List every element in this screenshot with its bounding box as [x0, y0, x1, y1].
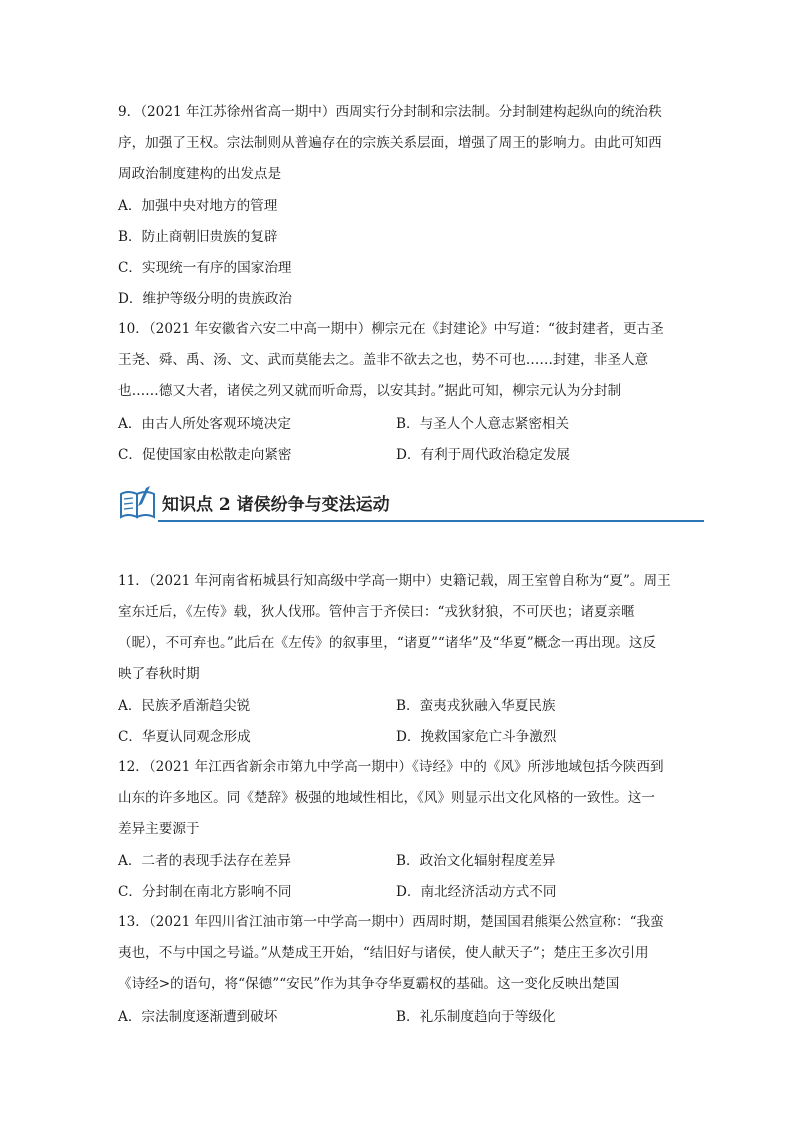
q10-option-b: B．与圣人个人意志紧密相关 [396, 416, 570, 432]
q10-option-c: C．促使国家由松散走向紧密 [118, 447, 292, 463]
section-title: 知识点 2 诸侯纷争与变法运动 [162, 495, 390, 515]
q10-option-d: D．有利于周代政治稳定发展 [396, 447, 571, 463]
question-9-stem [118, 97, 688, 190]
question-text-line: 差异主要源于 [118, 821, 200, 837]
question-text-line: 周政治制度建构的出发点是 [118, 166, 282, 182]
q9-option-a: A．加强中央对地方的管理 [118, 198, 278, 214]
question-text-line: 12．（2021 年江西省新余市第九中学高一期中）《诗经》中的《风》所涉地域包括今陕西到 [118, 759, 664, 775]
section-underline [158, 520, 704, 522]
q11-option-d: D．挽救国家危亡斗争激烈 [396, 729, 557, 745]
question-text-line: （昵），不可弃也。”此后在《左传》的叙事里，“诸夏”“诸华”及“华夏”概念一再出现。这反 [118, 635, 657, 651]
q11-option-a: A．民族矛盾渐趋尖锐 [118, 698, 251, 714]
question-text-line: 也……德又大者，诸侯之列又就而听命焉，以安其封。”据此可知，柳宗元认为分封制 [118, 383, 622, 399]
q12-option-b: B．政治文化辐射程度差异 [396, 853, 556, 869]
q11-option-c: C．华夏认同观念形成 [118, 729, 251, 745]
question-text-line: 序，加强了王权。宗法制则从普遍存在的宗族关系层面，增强了周王的影响力。由此可知西 [118, 135, 662, 151]
question-text-line: 11．（2021 年河南省柘城县行知高级中学高一期中）史籍记载，周王室曾自称为“夏”。周王 [118, 573, 671, 589]
q9-option-b: B．防止商朝旧贵族的复辟 [118, 229, 278, 245]
q12-option-d: D．南北经济活动方式不同 [396, 884, 557, 900]
q9-option-c: C．实现统一有序的国家治理 [118, 260, 292, 276]
q13-option-b: B．礼乐制度趋向于等级化 [396, 1009, 556, 1025]
q9-option-d: D．维护等级分明的贵族政治 [118, 291, 293, 307]
question-text-line: 王尧、舜、禹、汤、文、武而莫能去之。盖非不欲去之也，势不可也……封建，非圣人意 [118, 352, 649, 368]
q13-option-a: A．宗法制度逐渐遭到破坏 [118, 1009, 278, 1025]
question-13-stem [118, 907, 688, 1000]
question-11-stem [118, 566, 688, 690]
q12-option-a: A．二者的表现手法存在差异 [118, 853, 291, 869]
question-12-stem [118, 752, 688, 845]
section-heading [118, 484, 704, 522]
question-text-line: 山东的许多地区。同《楚辞》极强的地域性相比，《风》则显示出文化风格的一致性。这一 [118, 790, 655, 806]
q10-option-a: A．由古人所处客观环境决定 [118, 416, 291, 432]
question-text-line: 夷也，不与中国之号谥。”从楚成王开始，“结旧好与诸侯，使人献天子”；楚庄王多次引用 [118, 945, 649, 961]
question-text-line: 室东迁后，《左传》载，狄人伐邢。管仲言于齐侯曰：“戎狄豺狼，不可厌也；诸夏亲暱 [118, 604, 635, 620]
question-text-line: 《诗经>的语句，将“保德”“安民”作为其争夺华夏霸权的基础。这一变化反映出楚国 [118, 976, 620, 992]
question-text-line: 10．（2021 年安徽省六安二中高一期中）柳宗元在《封建论》中写道：“彼封建者，更古圣 [118, 321, 664, 337]
question-text-line: 映了春秋时期 [118, 666, 200, 682]
question-text-line: 13．（2021 年四川省江油市第一中学高一期中）西周时期，楚国国君熊渠公然宣称：“我蛮 [118, 914, 664, 930]
q11-option-b: B．蛮夷戎狄融入华夏民族 [396, 698, 556, 714]
open-book-icon [118, 484, 158, 522]
question-text-line: 9．（2021 年江苏徐州省高一期中）西周实行分封制和宗法制。分封制建构起纵向的统治秩 [118, 104, 662, 120]
q12-option-c: C．分封制在南北方影响不同 [118, 884, 292, 900]
question-10-stem [118, 314, 688, 407]
